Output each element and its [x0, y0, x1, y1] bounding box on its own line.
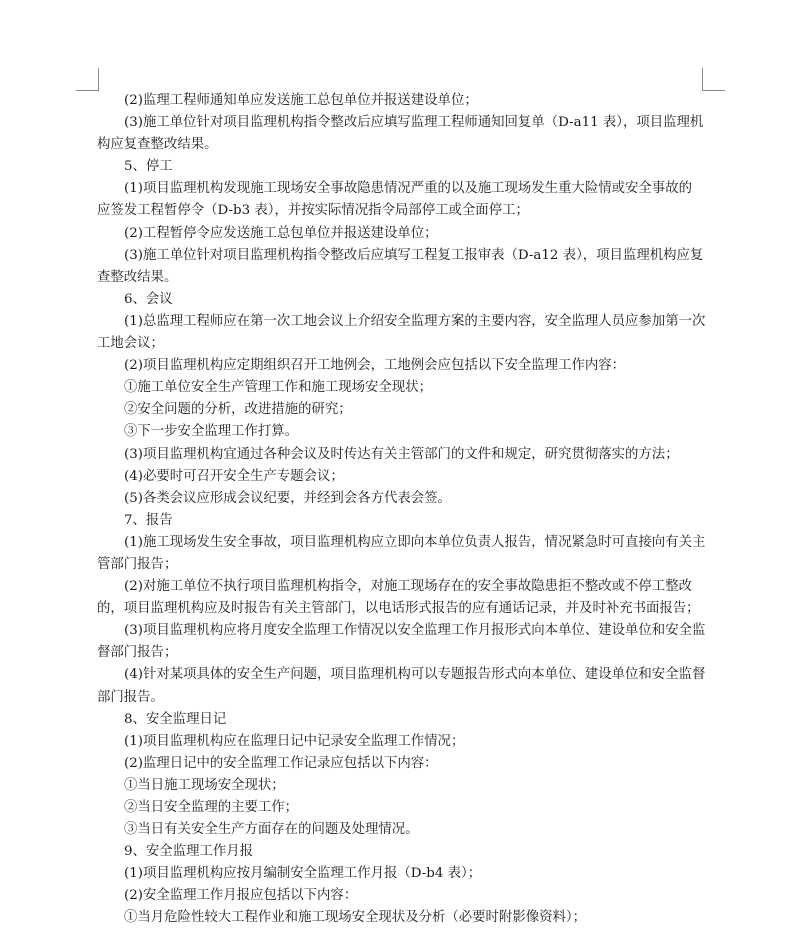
text-line: 9、安全监理工作月报 [124, 844, 254, 860]
text-line: ③下一步安全监理工作打算。 [124, 424, 299, 440]
text-line: (2)项目监理机构应定期组织召开工地例会，工地例会应包括以下安全监理工作内容： [124, 358, 626, 374]
text-line: 管部门报告； [97, 556, 178, 572]
text-line: (1)总监理工程师应在第一次工地会议上介绍安全监理方案的主要内容，安全监理人员应参加第一次 [124, 313, 705, 329]
text-line: (4)必要时可召开安全生产专题会议； [124, 468, 344, 484]
text-line: (3)项目监理机构宜通过各种会议及时传达有关主管部门的文件和规定，研究贯彻落实的方法； [124, 446, 679, 462]
text-line: ②当日安全监理的主要工作； [124, 800, 299, 815]
text-line: (1)项目监理机构发现施工现场安全事故隐患情况严重的以及施工现场发生重大险情或安全事故的 [124, 181, 692, 197]
text-line: (5)各类会议应形成会议纪要，并经到会各方代表会签。 [124, 490, 451, 506]
text-line: (3)施工单位针对项目监理机构指令整改后应填写监理工程师通知回复单（D-a11 表），项目监理机 [124, 115, 704, 131]
margin-corner-top-right [702, 68, 725, 91]
text-line: ①当月危险性较大工程作业和施工现场安全现状及分析（必要时附影像资料）； [124, 910, 586, 926]
text-line: (4)针对某项具体的安全生产问题，项目监理机构可以专题报告形式向本单位、建设单位和安全监督 [124, 667, 705, 683]
text-line: ②安全问题的分析，改进措施的研究； [124, 402, 352, 418]
text-line: ①当日施工现场安全现状； [124, 777, 285, 793]
text-line: (2)工程暂停令应发送施工总包单位并报送建设单位； [124, 225, 438, 241]
text-line: 5、停工 [124, 159, 173, 175]
text-line: 7、报告 [124, 512, 173, 528]
text-line: 查整改结果。 [97, 269, 178, 285]
text-line: 应签发工程暂停令（D-b3 表），并按实际情况指令局部停工或全面停工； [97, 203, 529, 219]
text-line: (1)项目监理机构应按月编制安全监理工作月报（D-b4 表）； [124, 866, 482, 882]
text-line: 的，项目监理机构应及时报告有关主管部门，以电话形式报告的应有通话记录，并及时补充书面报告； [97, 601, 700, 617]
text-line: 构应复查整改结果。 [97, 137, 218, 153]
text-line: (2)安全监理工作月报应包括以下内容： [124, 888, 358, 904]
text-line: ③当日有关安全生产方面存在的问题及处理情况。 [124, 822, 419, 838]
document-body [97, 90, 705, 930]
text-line: ①施工单位安全生产管理工作和施工现场安全现状； [124, 380, 432, 396]
text-line: (1)施工现场发生安全事故，项目监理机构应立即向本单位负责人报告，情况紧急时可直接向有关主 [124, 534, 705, 550]
margin-corner-top-left [76, 68, 99, 91]
text-line: (1)项目监理机构应在监理日记中记录安全监理工作情况； [124, 733, 465, 749]
text-line: (2)监理日记中的安全监理工作记录应包括以下内容： [124, 755, 438, 771]
text-line: 部门报告。 [97, 689, 164, 705]
text-line: 督部门报告； [97, 645, 178, 661]
text-line: (2)监理工程师通知单应发送施工总包单位并报送建设单位； [124, 93, 478, 108]
text-line: 6、会议 [124, 291, 173, 307]
text-line: 8、安全监理日记 [124, 711, 227, 727]
text-line: (2)对施工单位不执行项目监理机构指令，对施工现场存在的安全事故隐患拒不整改或不停工整改 [124, 579, 692, 595]
text-line: 工地会议； [97, 336, 164, 352]
text-line: (3)项目监理机构应将月度安全监理工作情况以安全监理工作月报形式向本单位、建设单位和安全监 [124, 623, 705, 639]
text-line: (3)施工单位针对项目监理机构指令整改后应填写工程复工报审表（D-a12 表），项目监理机构应复 [124, 247, 704, 263]
